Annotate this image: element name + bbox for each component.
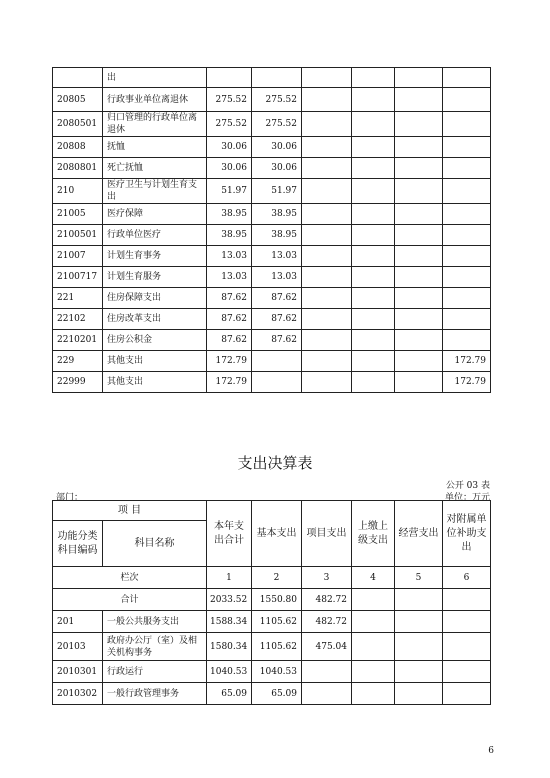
value-cell: 65.09 — [252, 683, 302, 705]
empty-cell — [352, 204, 395, 225]
total-value: 87.62 — [207, 309, 252, 330]
other-value — [443, 225, 491, 246]
department-label: 部门： — [56, 493, 84, 503]
value-cell: 482.72 — [302, 611, 352, 633]
basic-value — [252, 68, 302, 88]
other-value — [443, 288, 491, 309]
header-code: 功能分类科目编码 — [53, 521, 103, 567]
project-value — [302, 351, 352, 372]
total-value — [395, 589, 443, 611]
empty-cell — [395, 158, 443, 179]
unit-label: 单位：万元 — [444, 493, 490, 503]
name: 其他支出 — [103, 351, 207, 372]
header-col-4: 上缴上级支出 — [352, 501, 395, 567]
code: 210 — [53, 179, 103, 204]
total-value: 172.79 — [207, 372, 252, 393]
empty-cell — [395, 309, 443, 330]
code: 2100501 — [53, 225, 103, 246]
table-row — [53, 611, 491, 633]
empty-cell — [395, 246, 443, 267]
table-row — [53, 68, 491, 88]
name: 一般行政管理事务 — [103, 683, 207, 705]
lanci-num: 1 — [207, 567, 252, 589]
total-value: 30.06 — [207, 158, 252, 179]
lanci-num: 5 — [395, 567, 443, 589]
empty-cell — [395, 112, 443, 137]
other-value — [443, 137, 491, 158]
project-value — [302, 267, 352, 288]
value-cell: 1588.34 — [207, 611, 252, 633]
empty-cell — [395, 288, 443, 309]
table-row — [53, 633, 491, 661]
table-row — [53, 267, 491, 288]
total-value: 275.52 — [207, 88, 252, 112]
value-cell: 1105.62 — [252, 633, 302, 661]
empty-cell — [352, 137, 395, 158]
header-col-1: 本年支出合计 — [207, 501, 252, 567]
basic-value — [252, 351, 302, 372]
basic-value: 87.62 — [252, 288, 302, 309]
total-value: 51.97 — [207, 179, 252, 204]
other-value — [443, 267, 491, 288]
table-row — [53, 204, 491, 225]
empty-cell — [395, 225, 443, 246]
header-item: 项 目 — [53, 501, 207, 521]
value-cell — [395, 683, 443, 705]
basic-value: 30.06 — [252, 137, 302, 158]
lanci-num: 2 — [252, 567, 302, 589]
other-value — [443, 88, 491, 112]
value-cell — [302, 683, 352, 705]
value-cell — [443, 683, 491, 705]
code: 201 — [53, 611, 103, 633]
total-value: 2033.52 — [207, 589, 252, 611]
basic-value: 38.95 — [252, 225, 302, 246]
code: 20808 — [53, 137, 103, 158]
name: 一般公共服务支出 — [103, 611, 207, 633]
total-value: 13.03 — [207, 267, 252, 288]
code: 22999 — [53, 372, 103, 393]
empty-cell — [352, 267, 395, 288]
name: 政府办公厅（室）及相关机构事务 — [103, 633, 207, 661]
project-value — [302, 330, 352, 351]
empty-cell — [352, 158, 395, 179]
table-row — [53, 330, 491, 351]
total-value — [352, 589, 395, 611]
code: 2010302 — [53, 683, 103, 705]
empty-cell — [395, 179, 443, 204]
total-value: 275.52 — [207, 112, 252, 137]
table-row — [53, 309, 491, 330]
table-row — [53, 179, 491, 204]
total-value: 38.95 — [207, 225, 252, 246]
total-value: 87.62 — [207, 288, 252, 309]
other-value — [443, 179, 491, 204]
lanci-num: 4 — [352, 567, 395, 589]
name: 出 — [103, 68, 207, 88]
basic-value: 275.52 — [252, 112, 302, 137]
table-row — [53, 351, 491, 372]
empty-cell — [395, 330, 443, 351]
project-value — [302, 158, 352, 179]
empty-cell — [352, 225, 395, 246]
total-value — [207, 68, 252, 88]
other-value — [443, 158, 491, 179]
lanci-num: 6 — [443, 567, 491, 589]
empty-cell — [352, 68, 395, 88]
name: 行政单位医疗 — [103, 225, 207, 246]
total-value: 1550.80 — [252, 589, 302, 611]
code: 2080801 — [53, 158, 103, 179]
name: 住房改革支出 — [103, 309, 207, 330]
code: 20805 — [53, 88, 103, 112]
project-value — [302, 112, 352, 137]
empty-cell — [395, 351, 443, 372]
value-cell: 475.04 — [302, 633, 352, 661]
empty-cell — [352, 309, 395, 330]
total-value: 482.72 — [302, 589, 352, 611]
value-cell — [395, 611, 443, 633]
code: 22102 — [53, 309, 103, 330]
table-row — [53, 112, 491, 137]
project-value — [302, 288, 352, 309]
total-value: 172.79 — [207, 351, 252, 372]
basic-value: 51.97 — [252, 179, 302, 204]
project-value — [302, 137, 352, 158]
value-cell: 1580.34 — [207, 633, 252, 661]
basic-value: 275.52 — [252, 88, 302, 112]
name: 抚恤 — [103, 137, 207, 158]
other-value — [443, 112, 491, 137]
other-value — [443, 204, 491, 225]
name: 死亡抚恤 — [103, 158, 207, 179]
empty-cell — [352, 179, 395, 204]
other-value — [443, 68, 491, 88]
name: 医疗保障 — [103, 204, 207, 225]
other-value — [443, 330, 491, 351]
project-value — [302, 372, 352, 393]
expenditure-final-accounts-table — [52, 500, 491, 705]
name: 住房保障支出 — [103, 288, 207, 309]
name: 计划生育事务 — [103, 246, 207, 267]
lanci-num: 3 — [302, 567, 352, 589]
project-value — [302, 225, 352, 246]
basic-value: 13.03 — [252, 267, 302, 288]
code: 2010301 — [53, 661, 103, 683]
empty-cell — [395, 372, 443, 393]
basic-value: 87.62 — [252, 309, 302, 330]
code: 2080501 — [53, 112, 103, 137]
table-row — [53, 137, 491, 158]
code: 221 — [53, 288, 103, 309]
other-value: 172.79 — [443, 372, 491, 393]
basic-value: 13.03 — [252, 246, 302, 267]
value-cell — [395, 661, 443, 683]
value-cell — [443, 661, 491, 683]
code: 2210201 — [53, 330, 103, 351]
empty-cell — [352, 351, 395, 372]
value-cell — [352, 611, 395, 633]
project-value — [302, 309, 352, 330]
empty-cell — [352, 288, 395, 309]
name: 医疗卫生与计划生育支出 — [103, 179, 207, 204]
page-title: 支出决算表 — [237, 454, 313, 472]
project-value — [302, 204, 352, 225]
name: 住房公积金 — [103, 330, 207, 351]
value-cell — [443, 611, 491, 633]
other-value: 172.79 — [443, 351, 491, 372]
empty-cell — [395, 68, 443, 88]
empty-cell — [352, 88, 395, 112]
project-value — [302, 246, 352, 267]
name: 其他支出 — [103, 372, 207, 393]
code: 21007 — [53, 246, 103, 267]
total-value: 38.95 — [207, 204, 252, 225]
table-row — [53, 683, 491, 705]
header-col-5: 经营支出 — [395, 501, 443, 567]
empty-cell — [395, 88, 443, 112]
header-col-3: 项目支出 — [302, 501, 352, 567]
code: 2100717 — [53, 267, 103, 288]
page-number: 6 — [488, 746, 494, 756]
name: 行政运行 — [103, 661, 207, 683]
project-value — [302, 88, 352, 112]
table-row — [53, 158, 491, 179]
basic-value: 38.95 — [252, 204, 302, 225]
value-cell: 1040.53 — [207, 661, 252, 683]
value-cell — [352, 633, 395, 661]
other-value — [443, 246, 491, 267]
empty-cell — [395, 267, 443, 288]
code: 20103 — [53, 633, 103, 661]
top-expenditure-table — [52, 67, 491, 393]
header-name: 科目名称 — [103, 521, 207, 567]
value-cell — [395, 633, 443, 661]
value-cell: 65.09 — [207, 683, 252, 705]
basic-value: 30.06 — [252, 158, 302, 179]
empty-cell — [395, 137, 443, 158]
form-number: 公开 03 表 — [445, 481, 490, 491]
total-value — [443, 589, 491, 611]
value-cell: 1040.53 — [252, 661, 302, 683]
header-col-2: 基本支出 — [252, 501, 302, 567]
total-value: 87.62 — [207, 330, 252, 351]
project-value — [302, 68, 352, 88]
value-cell — [352, 661, 395, 683]
table-row — [53, 246, 491, 267]
table-row — [53, 88, 491, 112]
value-cell: 1105.62 — [252, 611, 302, 633]
project-value — [302, 179, 352, 204]
lanci-label: 栏次 — [53, 567, 207, 589]
empty-cell — [352, 246, 395, 267]
code: 21005 — [53, 204, 103, 225]
basic-value: 87.62 — [252, 330, 302, 351]
basic-value — [252, 372, 302, 393]
value-cell — [302, 661, 352, 683]
table-row — [53, 372, 491, 393]
value-cell — [443, 633, 491, 661]
total-value: 30.06 — [207, 137, 252, 158]
table-row — [53, 288, 491, 309]
table-row — [53, 225, 491, 246]
name: 行政事业单位离退休 — [103, 88, 207, 112]
header-col-6: 对附属单位补助支出 — [443, 501, 491, 567]
empty-cell — [352, 330, 395, 351]
empty-cell — [352, 112, 395, 137]
value-cell — [352, 683, 395, 705]
total-label: 合计 — [53, 589, 207, 611]
empty-cell — [395, 204, 443, 225]
code: 229 — [53, 351, 103, 372]
code — [53, 68, 103, 88]
other-value — [443, 309, 491, 330]
empty-cell — [352, 372, 395, 393]
name: 归口管理的行政单位离退休 — [103, 112, 207, 137]
table-row — [53, 661, 491, 683]
total-value: 13.03 — [207, 246, 252, 267]
name: 计划生育服务 — [103, 267, 207, 288]
